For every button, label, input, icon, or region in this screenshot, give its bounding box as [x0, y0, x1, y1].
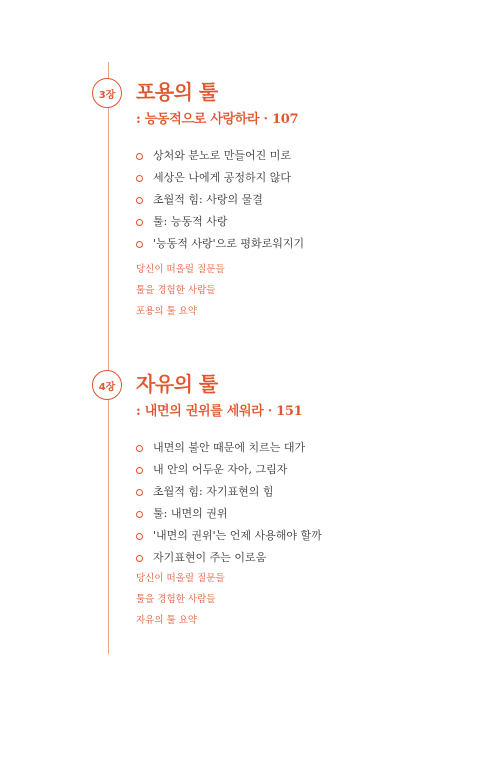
section-list [136, 145, 304, 255]
chapter-title: 자유의 툴 [136, 372, 218, 396]
timeline-line [108, 62, 109, 654]
list-item [136, 189, 304, 211]
extra-item: 당신이 떠올릴 질문들 [136, 264, 225, 275]
extra-item: 툴을 경험한 사람들 [136, 285, 216, 296]
extra-item: 자유의 툴 요약 [136, 615, 198, 626]
list-item [136, 459, 322, 481]
bullet-icon [136, 153, 143, 160]
list-item [136, 233, 304, 255]
list-item-label: 내 안의 어두운 자아, 그림자 [153, 463, 288, 476]
bullet-icon [136, 445, 143, 452]
chapter-subtitle: : 내면의 권위를 세워라 · 151 [136, 404, 303, 419]
bullet-icon [136, 533, 143, 540]
extra-list [136, 568, 225, 631]
chapter-subtitle: : 능동적으로 사랑하라 · 107 [136, 112, 299, 127]
bullet-icon [136, 219, 143, 226]
list-item-label: '능동적 사랑'으로 평화로워지기 [153, 237, 305, 250]
list-item-label: 내면의 불안 때문에 치르는 대가 [153, 441, 306, 454]
list-item-label: 세상은 나에게 공정하지 않다 [153, 171, 292, 184]
list-item-label: '내면의 권위'는 언제 사용해야 할까 [153, 529, 322, 542]
extra-list [136, 259, 225, 322]
bullet-icon [136, 555, 143, 562]
list-item-label: 자기표현이 주는 이로움 [153, 551, 267, 564]
extra-item: 툴을 경험한 사람들 [136, 594, 216, 605]
list-item [136, 547, 322, 569]
bullet-icon [136, 175, 143, 182]
extra-item: 포용의 툴 요약 [136, 306, 198, 317]
list-item [136, 437, 322, 459]
bullet-icon [136, 511, 143, 518]
list-item-label: 툴: 내면의 권위 [153, 507, 228, 520]
bullet-icon [136, 197, 143, 204]
list-item [136, 211, 304, 233]
list-item-label: 초월적 힘: 사랑의 물결 [153, 193, 263, 206]
extra-item: 당신이 떠올릴 질문들 [136, 573, 225, 584]
chapter-badge: 4장 [92, 370, 122, 400]
list-item-label: 상처와 분노로 만들어진 미로 [153, 149, 292, 162]
list-item [136, 503, 322, 525]
list-item [136, 481, 322, 503]
chapter-title: 포용의 툴 [136, 80, 218, 104]
bullet-icon [136, 241, 143, 248]
list-item [136, 525, 322, 547]
list-item [136, 145, 304, 167]
list-item [136, 167, 304, 189]
bullet-icon [136, 467, 143, 474]
section-list [136, 437, 322, 569]
list-item-label: 초월적 힘: 자기표현의 힘 [153, 485, 274, 498]
list-item-label: 툴: 능동적 사랑 [153, 215, 228, 228]
chapter-badge: 3장 [92, 78, 122, 108]
bullet-icon [136, 489, 143, 496]
